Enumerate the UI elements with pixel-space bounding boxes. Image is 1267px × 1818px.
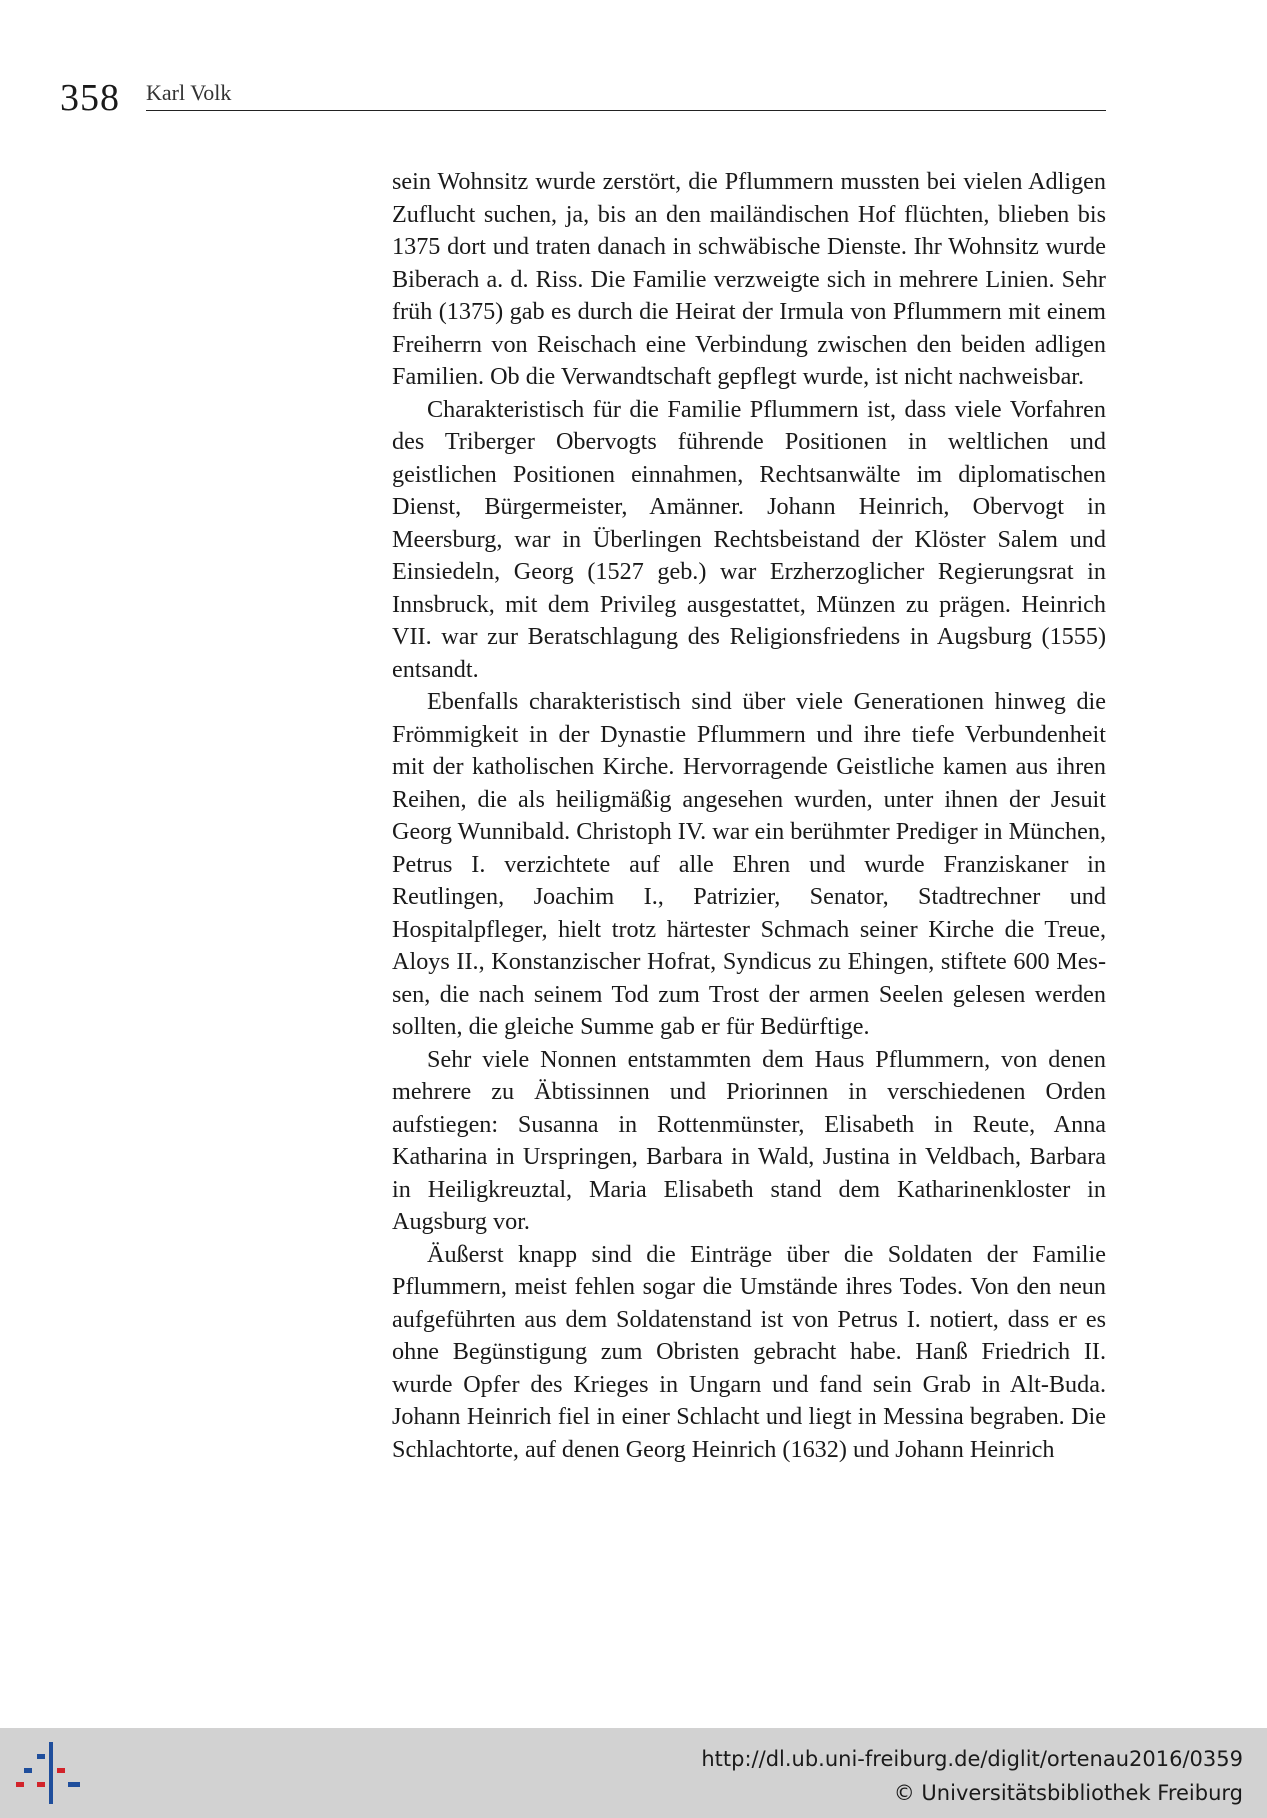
body-text (392, 166, 1106, 1466)
permalink-url[interactable]: http://dl.ub.uni-freiburg.de/diglit/ortenau2016/0359 (701, 1747, 1243, 1771)
paragraph-3: Ebenfalls charakteristisch sind über viele Generationen hinweg die Frömmigkeit in der Dynastie Pflummern und ihre tiefe Verbundenheit mit der katholischen Kirche. Hervorragende Geistliche kamen aus ihren Reihen, die als heiligmäßig angesehen wurden, unter ihnen der Jesuit Georg Wunnibald. Christoph IV. war ein berühmter Prediger in München, Petrus I. verzichtete auf alle Ehren und wurde Franziskaner in Reutlingen, Joachim I., Patrizier, Senator, Stadtrechner und Hospitalpfleger, hielt trotz härtester Schmach seiner Kirche die Treue, Aloys II., Konstanzischer Hofrat, Syndicus zu Ehingen, stiftete 600 Messen, die nach seinem Tod zum Trost der armen Seelen gelesen werden sollten, die gleiche Summe gab er für Bedürftige. (392, 688, 1106, 1040)
header-divider (146, 110, 1106, 111)
running-head-author: Karl Volk (146, 80, 232, 105)
paragraph-4: Sehr viele Nonnen entstammten dem Haus Pflummern, von denen mehrere zu Äbtissinnen und Priorinnen in verschiedenen Orden aufstiegen: Susanna in Rottenmünster, Elisabeth in Reute, Anna Katharina in Urspringen, Barbara in Wald, Justina in Veldbach, Barbara in Heiligkreuztal, Maria Elisabeth stand dem Katharinenkloster in Augsburg vor. (392, 1045, 1106, 1235)
ub-freiburg-logo-icon (16, 1742, 80, 1804)
paragraph-2: Charakteristisch für die Familie Pflummern ist, dass viele Vorfahren des Triberger Obervogts führende Positionen in weltlichen und geistlichen Positionen einnahmen, Rechtsanwälte im diplomatischen Dienst, Bürgermeister, Amänner. Johann Heinrich, Obervogt in Meersburg, war in Überlingen Rechtsbeistand der Klöster Salem und Einsiedeln, Georg (1527 geb.) war Erzherzoglicher Regierungsrat in Innsbruck, mit dem Privileg ausgestattet, Münzen zu prägen. Heinrich VII. war zur Beratschlagung des Religionsfriedens in Augsburg (1555) entsandt. (392, 395, 1106, 683)
paragraph-5: Äußerst knapp sind die Einträge über die Soldaten der Familie Pflummern, meist fehlen sogar die Umstände ihres Todes. Von den neun aufgeführten aus dem Soldatenstand ist von Petrus I. notiert, dass er es ohne Begünstigung zum Obristen gebracht habe. Hanß Friedrich II. wurde Opfer des Krieges in Ungarn und fand sein Grab in Alt-Buda. Johann Heinrich fiel in einer Schlacht und liegt in Messina begraben. Die Schlachtorte, auf denen Georg Heinrich (1632) und Johann Heinrich (392, 1240, 1106, 1463)
page-number: 358 (60, 77, 120, 119)
copyright-notice: © Universitätsbibliothek Freiburg (893, 1781, 1243, 1805)
paragraph-1: sein Wohnsitz wurde zerstört, die Pflummern mussten bei vielen Adligen Zuflucht suchen, ja, bis an den mailändischen Hof flüchten, blieben bis 1375 dort und traten danach in schwäbische Dienste. Ihr Wohnsitz wurde Biberach a. d. Riss. Die Familie verzweigte sich in mehrere Linien. Sehr früh (1375) gab es durch die Heirat der Irmula von Pflummern mit einem Freiherrn von Reischach eine Verbindung zwischen den beiden adligen Familien. Ob die Verwandtschaft gepflegt wurde, ist nicht nachweisbar. (392, 168, 1106, 390)
